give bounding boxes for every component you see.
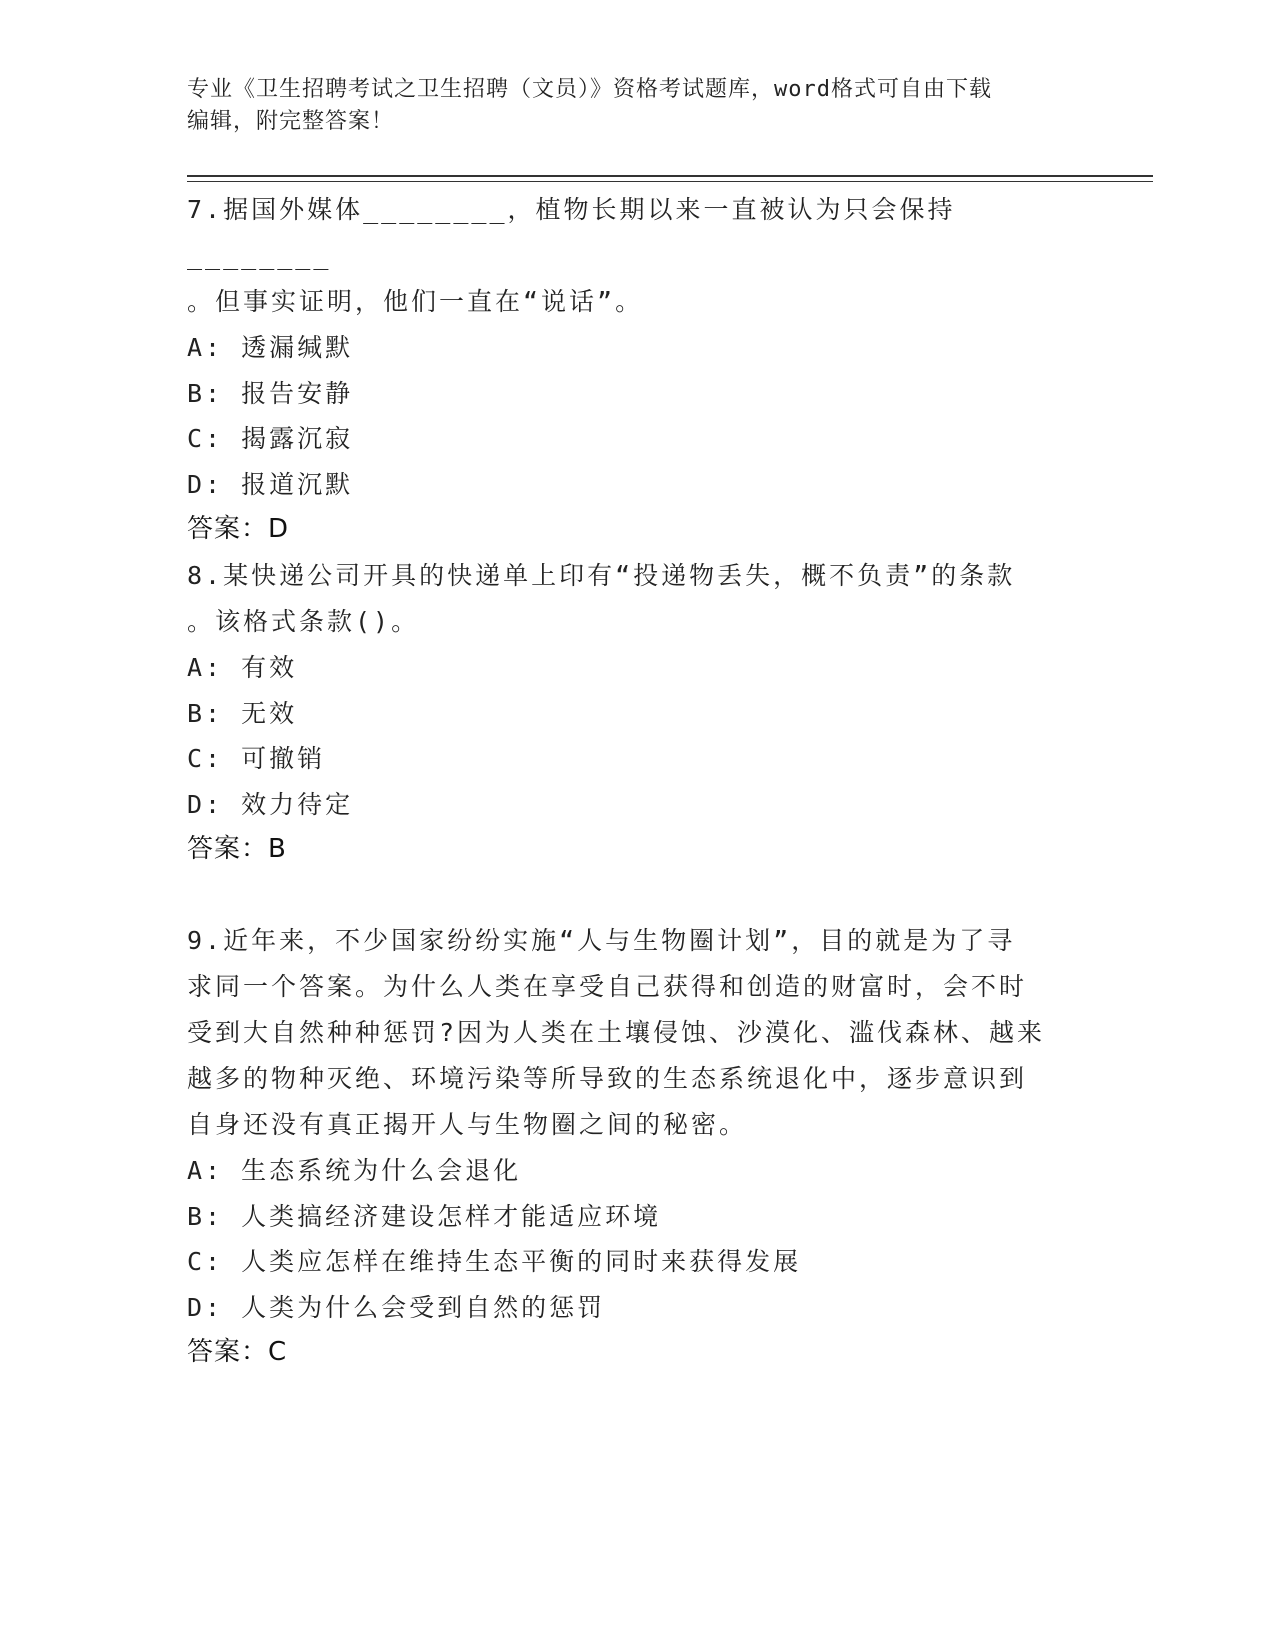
header-divider-thick [187, 175, 1153, 177]
answer-label: 答案： [187, 514, 269, 544]
answer-value: B [268, 834, 287, 864]
answer-line [187, 1330, 1067, 1375]
answer-label: 答案： [187, 1337, 269, 1367]
option-d: D: 报道沉默 [187, 469, 354, 499]
question-stem-line: 自身还没有真正揭开人与生物圈之间的秘密。 [187, 1110, 748, 1139]
question-stem-line: 8.某快递公司开具的快递单上印有“投递物丢失，概不负责”的条款 [187, 561, 1016, 590]
question-stem-line: 越多的物种灭绝、环境污染等所导致的生态系统退化中，逐步意识到 [187, 1064, 1028, 1093]
option-b: B: 无效 [187, 698, 298, 728]
question-stem-line: 9.近年来，不少国家纷纷实施“人与生物圈计划”，目的就是为了寻 [187, 926, 1016, 955]
option-c: C: 揭露沉寂 [187, 424, 354, 453]
option-b: B: 报告安静 [187, 378, 354, 408]
document-header [187, 74, 1067, 138]
question-7 [187, 187, 1067, 552]
answer-value: C [268, 1337, 288, 1367]
option-d: D: 效力待定 [187, 789, 354, 819]
option-a: A: 生态系统为什么会退化 [187, 1156, 522, 1185]
question-8 [187, 553, 1067, 872]
answer-line [187, 507, 1067, 552]
header-divider-thin [187, 181, 1153, 182]
option-a: A: 透漏缄默 [187, 333, 354, 362]
header-line-2: 编辑，附完整答案！ [187, 109, 395, 134]
answer-value: D [268, 514, 290, 544]
question-stem-line: 。但事实证明，他们一直在“说话”。 [187, 287, 644, 316]
header-line-1: 专业《卫生招聘考试之卫生招聘（文员）》资格考试题库，word格式可自由下载 [187, 77, 992, 102]
question-9 [187, 918, 1067, 1375]
option-c: C: 可撤销 [187, 744, 326, 773]
option-a: A: 有效 [187, 653, 298, 682]
answer-line [187, 827, 1067, 872]
answer-label: 答案： [187, 834, 269, 864]
question-stem-line: 7.据国外媒体________，植物长期以来一直被认为只会保持________ [187, 195, 956, 270]
option-d: D: 人类为什么会受到自然的惩罚 [187, 1292, 606, 1322]
question-stem-line: 求同一个答案。为什么人类在享受自己获得和创造的财富时，会不时 [187, 972, 1028, 1001]
option-b: B: 人类搞经济建设怎样才能适应环境 [187, 1201, 662, 1231]
question-stem-line: 受到大自然种种惩罚?因为人类在土壤侵蚀、沙漠化、滥伐森林、越来 [187, 1018, 1046, 1047]
question-stem-line: 。该格式条款()。 [187, 607, 420, 636]
option-c: C: 人类应怎样在维持生态平衡的同时来获得发展 [187, 1247, 802, 1276]
